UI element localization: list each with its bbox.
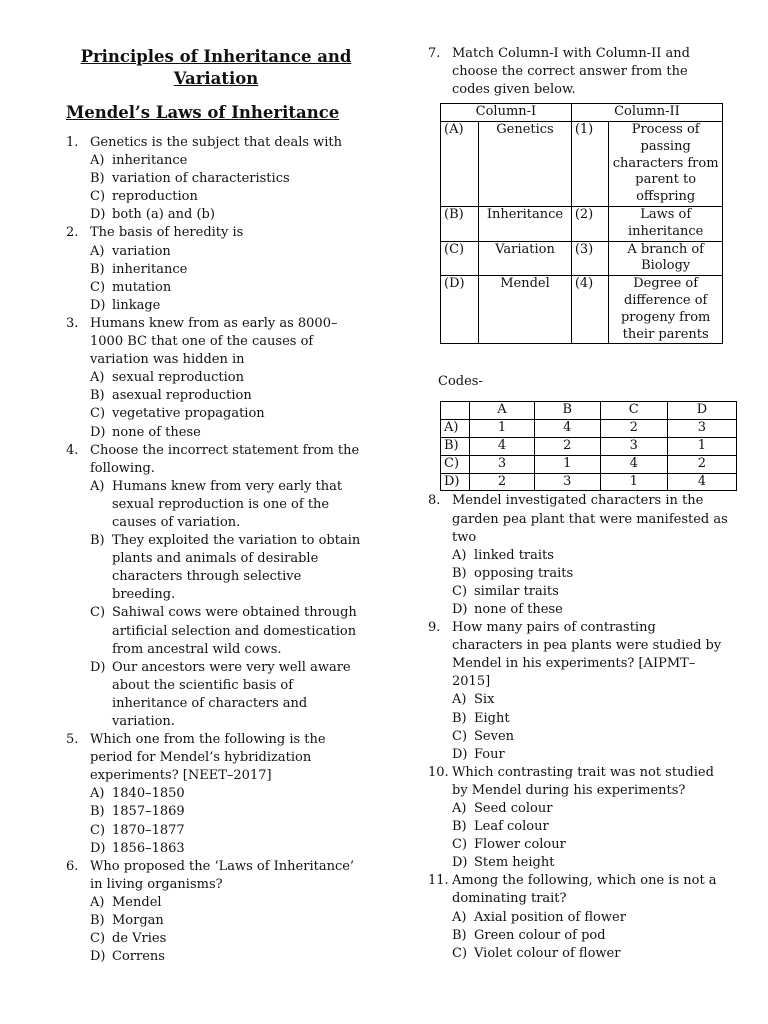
match-cell: (4) [571, 276, 608, 344]
codes-cell: 2 [600, 420, 667, 438]
option-item [452, 547, 728, 565]
option-item [90, 152, 366, 170]
option-text: both (a) and (b) [112, 207, 215, 223]
question-item [428, 619, 728, 764]
question-text: Which one from the following is the period for Mendel’s hybridization experiments? [NEET–2017] [90, 732, 326, 784]
option-label: D) [90, 949, 106, 965]
question-row [428, 764, 728, 800]
option-label: C) [90, 189, 106, 205]
option-text: variation of characteristics [112, 171, 290, 187]
match-cell: (B) [441, 207, 479, 242]
option-item [90, 822, 366, 840]
codes-cell: 3 [534, 473, 600, 491]
match-cell: (A) [441, 122, 479, 207]
question-item [66, 731, 366, 858]
option-list [66, 243, 366, 315]
option-item [452, 583, 728, 601]
option-item [452, 818, 728, 836]
column-i-header: Column-I [441, 104, 572, 122]
option-item [452, 746, 728, 764]
match-cell: (C) [441, 241, 479, 276]
question-item [428, 872, 728, 962]
codes-row-label: A) [441, 420, 470, 438]
option-list [66, 785, 366, 857]
option-item [90, 369, 366, 387]
codes-table [440, 401, 737, 491]
match-row [441, 241, 723, 276]
option-text: Leaf colour [474, 819, 549, 835]
column-ii-header: Column-II [571, 104, 722, 122]
option-text: 1870–1877 [112, 822, 185, 838]
option-label: A) [90, 894, 105, 910]
option-text: Seed colour [474, 801, 553, 817]
match-cell: Degree of difference of progeny from their parents [609, 276, 723, 344]
option-item [90, 840, 366, 858]
option-item [452, 728, 728, 746]
option-label: B) [90, 261, 105, 277]
question-number: 3. [66, 315, 79, 331]
option-item [90, 206, 366, 224]
option-label: C) [90, 931, 106, 947]
option-label: A) [90, 478, 105, 494]
match-row [441, 207, 723, 242]
question-number: 6. [66, 858, 79, 874]
question-number: 1. [66, 135, 79, 150]
option-item [452, 691, 728, 709]
option-text: Seven [474, 728, 515, 744]
option-label: D) [90, 659, 106, 675]
question-text: The basis of heredity is [90, 225, 244, 241]
option-text: inheritance [112, 153, 188, 169]
option-label: C) [452, 837, 468, 853]
codes-row [441, 455, 737, 473]
option-item [90, 297, 366, 315]
question-7 [428, 45, 728, 99]
question-number: 10. [428, 764, 449, 780]
option-text: Six [474, 692, 495, 708]
option-list [428, 909, 728, 963]
option-item [452, 945, 728, 963]
codes-row-label: C) [441, 455, 470, 473]
option-text: Morgan [112, 913, 164, 929]
question-text: Mendel investigated characters in the garden pea plant that were manifested as two [452, 493, 728, 545]
option-list [428, 547, 728, 619]
codes-header-row [441, 402, 737, 420]
option-list [428, 691, 728, 763]
option-item [90, 948, 366, 966]
option-label: A) [90, 153, 105, 169]
option-label: D) [90, 840, 106, 856]
option-item [90, 279, 366, 297]
question-text: Genetics is the subject that deals with [90, 135, 343, 150]
option-text: linkage [112, 297, 161, 313]
question-text: Humans knew from as early as 8000–1000 BC that one of the causes of variation was hidden in [90, 315, 338, 368]
option-text: They exploited the variation to obtain plants and animals of desirable characters through selective breeding. [112, 533, 361, 603]
match-row [441, 276, 723, 344]
question-row [66, 315, 366, 369]
match-table [440, 103, 723, 344]
codes-cell: 1 [470, 420, 535, 438]
option-label: D) [452, 855, 468, 871]
codes-cell: 1 [534, 455, 600, 473]
option-label: C) [90, 822, 106, 838]
option-label: B) [90, 533, 105, 549]
question-list-left [66, 134, 366, 966]
option-text: Our ancestors were very well aware about the scientific basis of inheritance of characters and variation. [112, 659, 351, 729]
match-cell: Variation [479, 241, 572, 276]
question-text: How many pairs of contrasting characters in pea plants were studied by Mendel in his experiments? [AIPMT–2015] [452, 620, 722, 690]
option-text: Four [474, 746, 505, 762]
option-list [66, 894, 366, 966]
option-label: C) [452, 583, 468, 599]
option-text: inheritance [112, 261, 188, 277]
option-label: C) [452, 945, 468, 961]
option-label: B) [90, 913, 105, 929]
question-row [66, 224, 366, 242]
option-item [452, 927, 728, 945]
question-text: Match Column-I with Column-II and choose the correct answer from the codes given below. [452, 46, 690, 98]
codes-header-cell: C [600, 402, 667, 420]
option-label: B) [452, 819, 467, 835]
codes-row [441, 473, 737, 491]
codes-cell: 4 [667, 473, 736, 491]
option-list [66, 369, 366, 441]
option-item [90, 803, 366, 821]
option-label: B) [90, 388, 105, 404]
option-label: A) [90, 786, 105, 802]
option-item [90, 894, 366, 912]
question-number: 2. [66, 225, 79, 241]
codes-header-cell: D [667, 402, 736, 420]
codes-cell: 2 [534, 438, 600, 456]
option-text: linked traits [474, 547, 554, 563]
option-text: Green colour of pod [474, 927, 606, 943]
option-text: de Vries [112, 931, 167, 947]
option-item [90, 785, 366, 803]
codes-header-cell [441, 402, 470, 420]
question-item [66, 315, 366, 442]
option-item [90, 261, 366, 279]
option-item [90, 532, 366, 604]
match-cell: Genetics [479, 122, 572, 207]
match-cell: Laws of inheritance [609, 207, 723, 242]
option-text: none of these [474, 601, 563, 617]
option-text: opposing traits [474, 565, 574, 581]
option-item [452, 836, 728, 854]
codes-header-cell: A [470, 402, 535, 420]
question-number: 8. [428, 493, 441, 509]
codes-cell: 3 [470, 455, 535, 473]
option-text: reproduction [112, 189, 198, 205]
option-item [452, 601, 728, 619]
option-item [90, 604, 366, 658]
option-label: A) [452, 801, 467, 817]
question-text: Which contrasting trait was not studied by Mendel during his experiments? [452, 764, 714, 798]
question-row [428, 872, 728, 908]
codes-label: Codes- [438, 374, 483, 390]
match-row [441, 122, 723, 207]
option-text: Stem height [474, 855, 555, 871]
option-text: Correns [112, 949, 165, 965]
option-item [90, 405, 366, 423]
option-text: none of these [112, 424, 201, 440]
codes-cell: 2 [470, 473, 535, 491]
option-item [90, 478, 366, 532]
option-label: C) [452, 728, 468, 744]
option-label: D) [90, 207, 106, 223]
question-item [66, 858, 366, 967]
right-column [428, 0, 728, 963]
question-row [428, 619, 728, 691]
option-item [452, 909, 728, 927]
codes-row-label: D) [441, 473, 470, 491]
option-label: C) [90, 406, 106, 422]
match-cell: A branch of Biology [609, 241, 723, 276]
codes-cell: 1 [600, 473, 667, 491]
codes-cell: 3 [600, 438, 667, 456]
option-text: Violet colour of flower [474, 945, 621, 961]
question-row [66, 731, 366, 785]
question-row [66, 134, 366, 152]
option-label: B) [452, 710, 467, 726]
match-cell: Inheritance [479, 207, 572, 242]
option-text: Humans knew from very early that sexual reproduction is one of the causes of variation. [112, 478, 343, 530]
option-item [90, 188, 366, 206]
codes-cell: 4 [600, 455, 667, 473]
option-label: B) [452, 565, 467, 581]
match-cell: (2) [571, 207, 608, 242]
codes-cell: 4 [534, 420, 600, 438]
option-item [90, 387, 366, 405]
option-text: 1840–1850 [112, 786, 185, 802]
option-text: variation [112, 243, 171, 259]
option-text: sexual reproduction [112, 370, 244, 386]
option-text: mutation [112, 279, 172, 295]
match-cell: (D) [441, 276, 479, 344]
option-list [66, 478, 366, 731]
question-list-right [428, 492, 728, 962]
option-item [452, 565, 728, 583]
codes-cell: 4 [470, 438, 535, 456]
option-label: C) [90, 605, 106, 621]
codes-row [441, 438, 737, 456]
question-item [66, 224, 366, 314]
option-label: A) [452, 692, 467, 708]
match-cell: (1) [571, 122, 608, 207]
option-label: D) [452, 601, 468, 617]
option-label: A) [452, 909, 467, 925]
question-item [66, 134, 366, 224]
codes-header-cell: B [534, 402, 600, 420]
option-item [90, 170, 366, 188]
option-text: Flower colour [474, 837, 566, 853]
match-cell: Mendel [479, 276, 572, 344]
option-label: B) [90, 804, 105, 820]
left-column [66, 0, 366, 966]
codes-row-label: B) [441, 438, 470, 456]
codes-cell: 3 [667, 420, 736, 438]
option-text: Mendel [112, 894, 162, 910]
option-label: D) [452, 746, 468, 762]
option-text: Axial position of flower [474, 909, 626, 925]
match-cell: (3) [571, 241, 608, 276]
option-list [66, 152, 366, 224]
option-item [90, 930, 366, 948]
option-text: similar traits [474, 583, 559, 599]
question-row [66, 442, 366, 478]
question-text: Who proposed the ‘Laws of Inheritance’ in living organisms? [90, 858, 355, 892]
codes-cell: 2 [667, 455, 736, 473]
option-list [428, 800, 728, 872]
question-number: 4. [66, 442, 79, 458]
question-text: Choose the incorrect statement from the following. [90, 442, 360, 476]
option-text: 1856–1863 [112, 840, 185, 856]
option-label: B) [90, 171, 105, 187]
option-item [90, 912, 366, 930]
codes-row [441, 420, 737, 438]
option-label: C) [90, 279, 106, 295]
option-item [452, 854, 728, 872]
option-text: 1857–1869 [112, 804, 185, 820]
option-text: Sahiwal cows were obtained through artificial selection and domestication from ancestral wild cows. [112, 605, 357, 657]
option-label: A) [452, 547, 467, 563]
section-heading: Mendel’s Laws of Inheritance [66, 103, 340, 122]
option-label: D) [90, 297, 106, 313]
option-item [452, 710, 728, 728]
option-item [90, 424, 366, 442]
question-item [428, 492, 728, 619]
page-title: Principles of Inheritance and Variation [80, 47, 352, 88]
question-number: 7. [428, 46, 441, 61]
option-item [90, 659, 366, 731]
question-item [66, 442, 366, 732]
option-label: A) [90, 370, 105, 386]
option-item [90, 243, 366, 261]
option-text: asexual reproduction [112, 388, 252, 404]
codes-cell: 1 [667, 438, 736, 456]
question-text: Among the following, which one is not a dominating trait? [452, 873, 717, 907]
match-cell: Process of passing characters from parent to offspring [609, 122, 723, 207]
question-row [66, 858, 366, 894]
option-text: vegetative propagation [112, 406, 265, 422]
option-label: B) [452, 927, 467, 943]
question-item [428, 764, 728, 873]
option-text: Eight [474, 710, 510, 726]
question-number: 9. [428, 620, 441, 636]
option-label: D) [90, 424, 106, 440]
question-row [428, 492, 728, 546]
option-label: A) [90, 243, 105, 259]
option-item [452, 800, 728, 818]
question-number: 5. [66, 732, 79, 748]
question-number: 11. [428, 873, 449, 889]
